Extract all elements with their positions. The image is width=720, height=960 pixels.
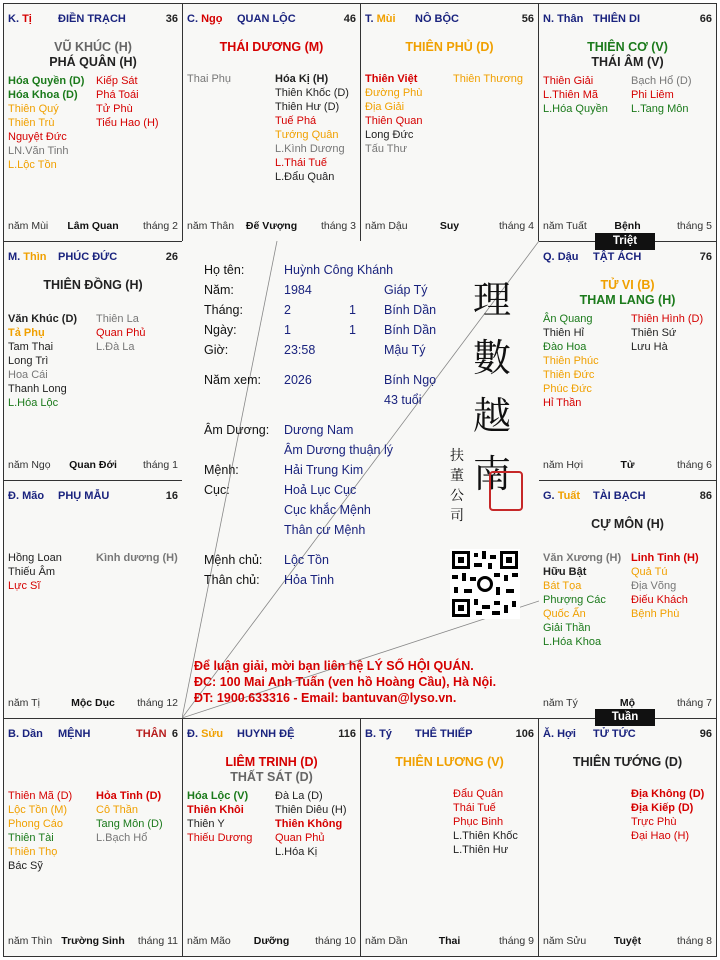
age-value: 43 tuổi <box>384 393 422 407</box>
year-value: 1984 <box>284 283 312 297</box>
palace-footer <box>8 459 178 473</box>
left-star-list <box>543 551 621 649</box>
right-star-list <box>96 789 163 845</box>
palace-footer <box>8 220 178 234</box>
palace-footer <box>543 459 712 473</box>
palace-name: THIÊN DI <box>593 13 641 25</box>
palace-month: tháng 3 <box>320 220 356 232</box>
palace-month: tháng 11 <box>137 935 178 947</box>
minor-star: Đại Hao (H) <box>631 830 690 842</box>
minor-star: Lưu Hà <box>631 341 668 353</box>
left-star-list <box>8 551 62 593</box>
palace-month: tháng 9 <box>498 935 534 947</box>
main-star: CỰ MÔN (H) <box>591 517 664 531</box>
palace-year: năm Sửu <box>543 935 587 947</box>
minor-star: Đào Hoa <box>543 341 587 353</box>
minor-star: Thai Phụ <box>187 73 232 85</box>
minor-star: Thiên Thương <box>453 73 524 85</box>
minor-star: Tả Phụ <box>8 327 45 339</box>
palace-number: 6 <box>171 728 178 740</box>
palace-branch: C. Ngọ <box>187 13 223 25</box>
minor-star: Hồng Loan <box>8 552 62 564</box>
year-view-value: 2026 <box>284 373 312 387</box>
right-star-list <box>275 72 349 184</box>
calligraphy-logo <box>467 271 517 503</box>
cuc-value: Hoả Lục Cục <box>284 483 357 497</box>
minor-star: Thiên Mã (D) <box>8 790 73 802</box>
minor-star: Thiên Hình (D) <box>631 313 704 325</box>
palace-name: HUYNH ĐỆ <box>237 728 295 740</box>
minor-star: L.Bạch Hổ <box>96 832 148 844</box>
left-star-list <box>8 74 84 172</box>
minor-star: Linh Tinh (H) <box>631 552 699 564</box>
minor-star: Thiên Quý <box>8 103 59 115</box>
minor-star: Thái Tuế <box>453 802 496 814</box>
palace-stage: Quan Đới <box>69 459 117 471</box>
minor-star: Thiên Khôi <box>187 804 244 816</box>
palace-tuat[interactable] <box>538 480 717 719</box>
minor-star: Phục Binh <box>453 816 504 828</box>
left-star-list <box>365 72 422 156</box>
palace-branch: Q. Dậu <box>543 251 579 263</box>
contact-phone-email: ĐT: 1900.633316 - Email: bantuvan@lyso.vn. <box>194 691 457 705</box>
small-char: 董 <box>450 468 464 484</box>
triet-badge: Triệt <box>595 233 655 250</box>
contact-address: ĐC: 100 Mai Anh Tuấn (ven hồ Hoàng Cầu), Hà Nội. <box>194 675 497 689</box>
minor-star: Nguyệt Đức <box>8 131 67 143</box>
palace-month: tháng 6 <box>676 459 712 471</box>
right-star-list <box>631 312 703 354</box>
small-char: 司 <box>450 508 464 524</box>
minor-star: Ân Quang <box>543 313 593 325</box>
minor-star: L.Hóa Khoa <box>543 636 602 648</box>
tuan-badge: Tuần <box>595 709 655 726</box>
palace-branch: Đ. Sửu <box>187 728 224 740</box>
minor-star: Thiên Quan <box>365 115 423 127</box>
palace-stage: Dưỡng <box>253 935 290 947</box>
palace-year: năm Hợi <box>543 459 584 471</box>
minor-star: Thiên Y <box>187 818 225 830</box>
minor-star: Hóa Lộc (V) <box>187 790 249 802</box>
right-star-list <box>631 74 692 116</box>
minor-star: Giải Thần <box>543 622 591 634</box>
month-can: Bính Dần <box>384 303 437 317</box>
minor-star: Hóa Khoa (D) <box>8 89 78 101</box>
palace-footer <box>365 935 534 949</box>
minor-star: Địa Võng <box>631 580 677 592</box>
palace-name: QUAN LỘC <box>237 13 296 25</box>
palace-footer <box>365 220 534 234</box>
minor-star: L.Thiên Hư <box>453 844 509 856</box>
minor-star: Lộc Tồn (M) <box>8 804 68 816</box>
main-star: THIÊN ĐỒNG (H) <box>43 278 143 292</box>
minor-star: L.Hóa Kị <box>275 846 318 858</box>
palace-branch: Đ. Mão <box>8 490 45 502</box>
palace-month: tháng 1 <box>142 459 178 471</box>
palace-number: 56 <box>521 13 534 25</box>
small-char: 扶 <box>450 448 464 464</box>
year-view-can: Bính Ngọ <box>384 373 437 387</box>
minor-star: Phúc Đức <box>543 383 592 395</box>
year-can: Giáp Tý <box>384 283 428 297</box>
palace-footer <box>543 935 712 949</box>
palace-dan[interactable] <box>3 718 183 957</box>
palace-stage: Suy <box>439 220 460 232</box>
right-star-list <box>631 551 699 621</box>
palace-number: 86 <box>699 490 712 502</box>
right-star-list <box>96 74 159 130</box>
minor-star: L.Kình Dương <box>275 143 345 155</box>
main-star: TỬ VI (B) <box>600 278 655 292</box>
right-star-list <box>96 551 178 565</box>
palace-stage: Mộ <box>619 697 636 709</box>
palace-than[interactable] <box>538 3 717 242</box>
palace-year: năm Ngọ <box>8 459 51 471</box>
palace-footer <box>8 697 178 711</box>
palace-tag: THÂN <box>136 728 167 740</box>
palace-name: ĐIỀN TRẠCH <box>58 13 126 25</box>
minor-star: L.Thiên Mã <box>543 89 599 101</box>
minor-star: Tiểu Hao (H) <box>96 117 159 129</box>
day-value-b: 1 <box>349 323 356 337</box>
main-star-2: THẤT SÁT (D) <box>230 770 313 784</box>
palace-year: năm Tị <box>8 697 40 709</box>
palace-year: năm Tý <box>543 697 578 709</box>
minor-star: L.Thiên Khốc <box>453 830 518 842</box>
minor-star: Thiên Sứ <box>631 327 677 339</box>
main-star: THIÊN TƯỚNG (D) <box>572 755 683 769</box>
palace-number: 76 <box>699 251 712 263</box>
palace-stage: Bệnh <box>614 220 641 232</box>
palace-branch: M. Thìn <box>8 251 47 263</box>
minor-star: Tướng Quân <box>275 129 339 141</box>
left-star-list <box>543 312 599 410</box>
main-star-2: THAM LANG (H) <box>579 293 676 307</box>
minor-star: Đẩu Quân <box>453 788 504 800</box>
minor-star: Quan Phủ <box>275 832 325 844</box>
center-info <box>182 241 539 718</box>
palace-suu[interactable] <box>182 718 361 957</box>
calligraphy-char: 南 <box>472 452 511 496</box>
minor-star: L.Đẩu Quân <box>275 171 335 183</box>
month-value: 2 <box>284 303 291 317</box>
minor-star: Cô Thần <box>96 804 138 816</box>
minor-star: Văn Xương (H) <box>543 552 622 564</box>
minor-star: Long Đức <box>365 129 414 141</box>
day-can: Bính Dần <box>384 323 437 337</box>
palace-year: năm Thân <box>187 220 235 232</box>
palace-name: PHỤ MẪU <box>58 490 110 502</box>
palace-name: THÊ THIẾP <box>415 728 473 740</box>
minor-star: Kình dương (H) <box>96 552 178 564</box>
minor-star: Thanh Long <box>8 383 67 395</box>
palace-footer <box>543 220 712 234</box>
minor-star: Thiên Trù <box>8 117 55 129</box>
menh-label: Mệnh: <box>204 463 239 477</box>
palace-name: MỆNH <box>58 728 91 740</box>
right-star-list <box>96 312 146 354</box>
minor-star: Phượng Các <box>543 594 606 606</box>
minor-star: Hoa Cái <box>8 369 48 381</box>
palace-name: TỬ TỨC <box>593 728 636 740</box>
palace-year: năm Thìn <box>8 935 53 947</box>
left-star-list <box>187 72 231 86</box>
main-star: THIÊN CƠ (V) <box>587 40 668 54</box>
menh-value: Hải Trung Kim <box>284 463 364 477</box>
palace-stage: Trường Sinh <box>61 935 125 947</box>
minor-star: Thiên Diêu (H) <box>275 804 347 816</box>
minor-star: L.Tang Môn <box>631 103 689 115</box>
main-star: VŨ KHÚC (H) <box>54 40 132 54</box>
palace-branch: K. Tị <box>8 13 32 25</box>
minor-star: Quốc Ấn <box>543 608 586 620</box>
minor-star: Quan Phủ <box>96 327 146 339</box>
right-star-list <box>453 787 518 857</box>
left-star-list <box>8 312 77 410</box>
palace-thin[interactable] <box>3 241 183 481</box>
year-label: Năm: <box>204 283 234 297</box>
minor-star: Phi Liêm <box>631 89 674 101</box>
day-label: Ngày: <box>204 323 237 337</box>
palace-name: NÔ BỘC <box>415 13 459 25</box>
minor-star: Tử Phù <box>96 103 133 115</box>
palace-footer <box>187 935 356 949</box>
palace-branch: B. Dần <box>8 728 43 740</box>
contact-line-1: Để luận giải, mời bạn liên hệ LÝ SỐ HỘI QUÁN. <box>194 659 474 673</box>
month-label: Tháng: <box>204 303 243 317</box>
thanchu-label: Thân chủ: <box>204 573 260 587</box>
palace-number: 36 <box>165 13 178 25</box>
main-star: LIÊM TRINH (D) <box>225 755 318 769</box>
left-star-list <box>543 74 608 116</box>
amduong-value: Dương Nam <box>284 423 354 437</box>
palace-stage: Mộc Dục <box>71 697 115 709</box>
right-star-list <box>275 789 347 859</box>
thanchu-value: Hỏa Tinh <box>284 573 335 587</box>
minor-star: Địa Giải <box>365 101 405 113</box>
main-star: THIÊN PHỦ (D) <box>405 40 494 54</box>
palace-stage: Lâm Quan <box>67 220 119 232</box>
palace-year: năm Dần <box>365 935 408 947</box>
palace-ngo[interactable] <box>182 3 361 242</box>
minor-star: Kiếp Sát <box>96 75 138 87</box>
minor-star: Thiếu Âm <box>8 566 56 578</box>
menhchu-label: Mệnh chủ: <box>204 553 263 567</box>
minor-star: L.Lộc Tồn <box>8 159 57 171</box>
palace-footer <box>8 935 178 949</box>
right-star-list <box>631 787 704 843</box>
palace-number: 106 <box>515 728 534 740</box>
palace-branch: Ă. Hợi <box>543 728 576 740</box>
left-star-list <box>187 789 252 845</box>
minor-star: Đà La (D) <box>275 790 323 802</box>
amduong-label: Âm Dương: <box>204 423 270 437</box>
left-star-list <box>8 789 72 873</box>
palace-month: tháng 7 <box>676 697 712 709</box>
minor-star: Bác Sỹ <box>8 860 43 872</box>
palace-year: năm Dậu <box>365 220 408 232</box>
seal-stamp <box>489 471 523 511</box>
palace-name: PHÚC ĐỨC <box>58 251 118 263</box>
amduong-note: Âm Dương thuận lý <box>284 443 393 457</box>
minor-star: Tấu Thư <box>365 143 408 155</box>
palace-number: 16 <box>165 490 178 502</box>
calligraphy-char: 越 <box>472 394 511 438</box>
minor-star: Hữu Bật <box>543 566 587 578</box>
calligraphy-char: 理 <box>472 278 511 322</box>
palace-number: 96 <box>699 728 712 740</box>
minor-star: Hỉ Thần <box>543 397 582 409</box>
palace-stage: Thai <box>438 935 461 947</box>
minor-star: Thiên Phúc <box>543 355 599 367</box>
minor-star: Phong Cáo <box>8 818 64 830</box>
minor-star: Hỏa Tinh (D) <box>96 790 162 802</box>
minor-star: Tuế Phá <box>275 115 317 127</box>
small-calligraphy <box>448 446 466 526</box>
hour-label: Giờ: <box>204 343 229 357</box>
minor-star: Quả Tú <box>631 566 668 578</box>
minor-star: Tam Thai <box>8 341 54 353</box>
minor-star: L.Đà La <box>96 341 135 353</box>
minor-star: Hóa Kị (H) <box>275 73 329 85</box>
palace-stage: Đế Vượng <box>245 220 298 232</box>
menhchu-value: Lộc Tồn <box>284 553 329 567</box>
main-star-2: PHÁ QUÂN (H) <box>49 55 137 69</box>
minor-star: Điếu Khách <box>631 594 688 606</box>
minor-star: Thiên Hư (D) <box>275 101 340 113</box>
minor-star: L.Thái Tuế <box>275 157 327 169</box>
minor-star: Thiên Đức <box>543 369 595 381</box>
minor-star: Tang Môn (D) <box>96 818 163 830</box>
main-star: THIÊN LƯƠNG (V) <box>395 755 504 769</box>
palace-month: tháng 5 <box>676 220 712 232</box>
palace-month: tháng 2 <box>142 220 178 232</box>
palace-ty[interactable] <box>3 3 183 242</box>
palace-footer <box>187 220 356 234</box>
palace-stage: Tuyệt <box>613 935 642 947</box>
palace-number: 46 <box>343 13 356 25</box>
cuc-note2: Thân cư Mệnh <box>284 523 366 537</box>
minor-star: Phá Toái <box>96 89 139 101</box>
palace-number: 26 <box>165 251 178 263</box>
palace-branch: G. Tuất <box>543 490 581 502</box>
cuc-note1: Cục khắc Mệnh <box>284 503 371 517</box>
right-star-list <box>453 72 523 86</box>
palace-dau[interactable] <box>538 241 717 481</box>
minor-star: Thiên Tài <box>8 832 54 844</box>
minor-star: Thiên Khốc (D) <box>275 87 349 99</box>
month-value-b: 1 <box>349 303 356 317</box>
palace-name: TÀI BẠCH <box>593 490 646 502</box>
day-value: 1 <box>284 323 291 337</box>
year-view-label: Năm xem: <box>204 373 261 387</box>
minor-star: Thiên Hỉ <box>543 327 584 339</box>
palace-year: năm Mùi <box>8 220 49 232</box>
palace-number: 116 <box>338 728 356 740</box>
minor-star: Trực Phù <box>631 816 677 828</box>
hour-can: Mậu Tý <box>384 343 426 357</box>
minor-star: Bạch Hổ (D) <box>631 75 692 87</box>
palace-name: TẬT ÁCH <box>593 251 642 263</box>
calligraphy-char: 數 <box>472 336 511 380</box>
minor-star: Địa Không (D) <box>631 788 705 800</box>
hour-value: 23:58 <box>284 343 316 357</box>
name-value: Huỳnh Công Khánh <box>284 263 394 277</box>
palace-month: tháng 10 <box>315 935 356 947</box>
main-star: THÁI DƯƠNG (M) <box>219 40 324 54</box>
minor-star: Văn Khúc (D) <box>8 313 78 325</box>
minor-star: Địa Kiếp (D) <box>631 802 694 814</box>
main-star-2: THÁI ÂM (V) <box>591 55 664 69</box>
minor-star: L.Hóa Quyền <box>543 103 608 115</box>
minor-star: Thiên Thọ <box>8 846 58 858</box>
minor-star: Đường Phù <box>365 87 423 99</box>
minor-star: Bát Tọa <box>543 580 582 592</box>
palace-stage: Tử <box>620 459 635 471</box>
palace-mui[interactable] <box>360 3 539 242</box>
name-label: Họ tên: <box>204 263 245 277</box>
minor-star: L.Hóa Lộc <box>8 397 59 409</box>
palace-number: 66 <box>699 13 712 25</box>
palace-ti[interactable] <box>360 718 539 957</box>
palace-branch: T. Mùi <box>365 13 396 25</box>
minor-star: Bệnh Phù <box>631 608 680 620</box>
minor-star: Thiếu Dương <box>187 832 253 844</box>
minor-star: Thiên Việt <box>365 73 418 85</box>
palace-mao[interactable] <box>3 480 183 719</box>
minor-star: Long Trì <box>8 355 49 367</box>
palace-month: tháng 4 <box>498 220 534 232</box>
palace-branch: N. Thân <box>543 13 584 25</box>
palace-month: tháng 8 <box>676 935 712 947</box>
palace-hoi[interactable] <box>538 718 717 957</box>
palace-month: tháng 12 <box>137 697 178 709</box>
palace-branch: B. Tý <box>365 728 392 740</box>
minor-star: LN.Văn Tinh <box>8 145 69 157</box>
palace-year: năm Mão <box>187 935 231 947</box>
minor-star: Thiên Không <box>275 818 343 830</box>
minor-star: Thiên Giải <box>543 75 594 87</box>
small-char: 公 <box>450 488 464 504</box>
minor-star: Hóa Quyền (D) <box>8 75 85 87</box>
qr-code[interactable] <box>450 549 520 619</box>
minor-star: Lực Sĩ <box>8 580 41 592</box>
cuc-label: Cục: <box>204 483 230 497</box>
minor-star: Thiên La <box>96 313 139 325</box>
palace-year: năm Tuất <box>543 220 587 232</box>
